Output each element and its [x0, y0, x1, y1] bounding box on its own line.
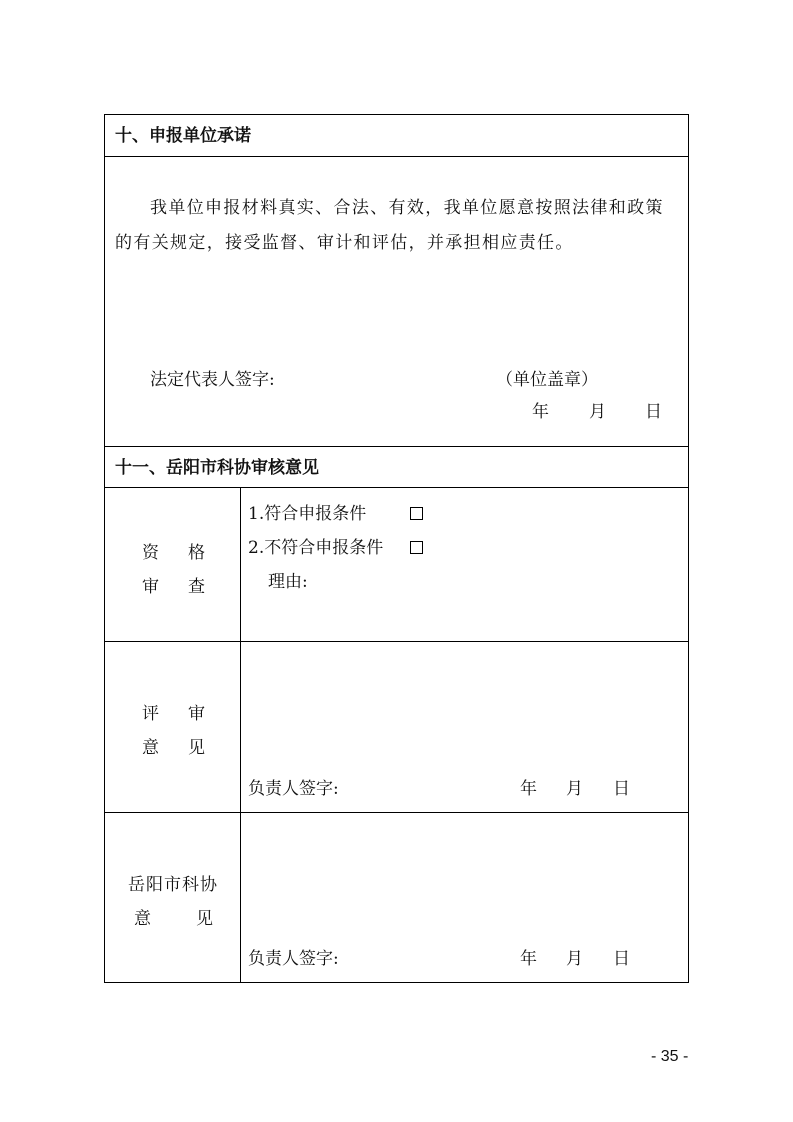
- legal-rep-signature-label: 法定代表人签字:: [150, 370, 275, 390]
- review-label-char3: 意: [142, 738, 159, 758]
- table-right-border: [688, 114, 689, 983]
- qualification-label-char1: 资: [142, 543, 159, 563]
- section11-heading-divider: [104, 487, 689, 488]
- reason-label: 理由:: [268, 572, 308, 592]
- option-eligible-label: 1.符合申报条件: [248, 504, 367, 524]
- association-label-char1: 意: [134, 909, 151, 929]
- association-date-month: 月: [566, 949, 583, 969]
- qualification-row-divider: [104, 641, 689, 642]
- table-top-border: [104, 114, 689, 115]
- association-sign-label: 负责人签字:: [248, 949, 339, 969]
- association-label-char2: 见: [196, 909, 213, 929]
- label-column-divider: [240, 487, 241, 983]
- review-row-divider: [104, 812, 689, 813]
- association-date-year: 年: [520, 949, 537, 969]
- option-ineligible-label: 2.不符合申报条件: [248, 538, 384, 558]
- section10-heading: 十、申报单位承诺: [115, 126, 251, 146]
- page-number: - 35 -: [651, 1048, 689, 1065]
- section11-top-border: [104, 446, 689, 447]
- section11-heading: 十一、岳阳市科协审核意见: [115, 458, 319, 478]
- table-bottom-border: [104, 982, 689, 983]
- section10-heading-divider: [104, 156, 689, 157]
- date-month-label: 月: [589, 402, 606, 422]
- review-sign-label: 负责人签字:: [248, 779, 339, 799]
- option-eligible-checkbox[interactable]: [410, 507, 423, 520]
- qualification-label-char2: 格: [188, 543, 205, 563]
- review-date-day: 日: [613, 779, 630, 799]
- date-day-label: 日: [645, 402, 662, 422]
- review-label-char4: 见: [188, 738, 205, 758]
- review-date-month: 月: [566, 779, 583, 799]
- review-label-char1: 评: [142, 704, 159, 724]
- table-left-border: [104, 114, 105, 983]
- qualification-label-char3: 审: [142, 577, 159, 597]
- qualification-label-char4: 查: [188, 577, 205, 597]
- pledge-text-line1: 我单位申报材料真实、合法、有效，我单位愿意按照法律和政策: [150, 198, 664, 218]
- unit-seal-label: （单位盖章）: [496, 370, 598, 390]
- option-ineligible-checkbox[interactable]: [410, 541, 423, 554]
- pledge-text-line2: 的有关规定，接受监督、审计和评估，并承担相应责任。: [115, 233, 574, 253]
- review-label-char2: 审: [188, 704, 205, 724]
- association-label-line1: 岳阳市科协: [128, 875, 218, 895]
- association-date-day: 日: [613, 949, 630, 969]
- date-year-label: 年: [532, 402, 549, 422]
- review-date-year: 年: [520, 779, 537, 799]
